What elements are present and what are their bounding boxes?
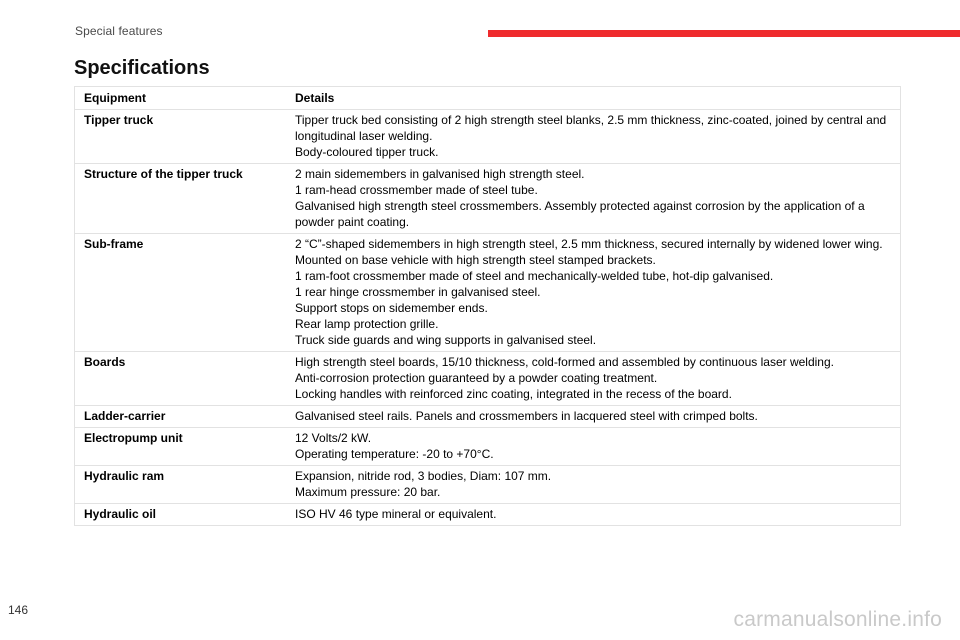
specifications-table (74, 86, 901, 526)
detail-line: Support stops on sidemember ends. (295, 301, 488, 315)
table-row (75, 466, 901, 504)
section-label: Special features (75, 24, 163, 38)
detail-line: Maximum pressure: 20 bar. (295, 485, 441, 499)
detail-line: Tipper truck bed consisting of 2 high strength steel blanks, 2.5 mm thickness, zinc-coated, joined by central and (295, 113, 887, 127)
detail-line: 2 “C”-shaped sidemembers in high strength steel, 2.5 mm thickness, secured internally by widened lower wing. (295, 237, 883, 251)
detail-line: Operating temperature: -20 to +70°C. (295, 447, 494, 461)
detail-line: 1 rear hinge crossmember in galvanised steel. (295, 285, 541, 299)
equipment-cell: Electropump unit (75, 428, 287, 466)
table-row (75, 110, 901, 164)
details-cell (286, 466, 901, 504)
detail-line: Locking handles with reinforced zinc coating, integrated in the recess of the board. (295, 387, 732, 401)
details-cell (286, 110, 901, 164)
details-cell (286, 406, 901, 428)
detail-line: longitudinal laser welding. (295, 129, 433, 143)
table-row (75, 164, 901, 234)
table-header-row (75, 87, 901, 110)
detail-line: 1 ram-foot crossmember made of steel and mechanically-welded tube, hot-dip galvanised. (295, 269, 774, 283)
detail-line: Galvanised steel rails. Panels and crossmembers in lacquered steel with crimped bolts. (295, 409, 758, 423)
table-row (75, 504, 901, 526)
detail-line: 12 Volts/2 kW. (295, 431, 372, 445)
column-header-equipment: Equipment (75, 87, 287, 110)
page-number: 146 (8, 603, 29, 617)
detail-line: 1 ram-head crossmember made of steel tube. (295, 183, 538, 197)
detail-line: Truck side guards and wing supports in galvanised steel. (295, 333, 597, 347)
table-row (75, 428, 901, 466)
equipment-cell: Boards (75, 352, 287, 406)
detail-line: High strength steel boards, 15/10 thickness, cold-formed and assembled by continuous laser welding. (295, 355, 834, 369)
equipment-cell: Hydraulic ram (75, 466, 287, 504)
detail-line: powder paint coating. (295, 215, 410, 229)
detail-line: Anti-corrosion protection guaranteed by a powder coating treatment. (295, 371, 658, 385)
equipment-cell: Tipper truck (75, 110, 287, 164)
detail-line: ISO HV 46 type mineral or equivalent. (295, 507, 497, 521)
detail-line: Galvanised high strength steel crossmembers. Assembly protected against corrosion by the application of a (295, 199, 865, 213)
detail-line: 2 main sidemembers in galvanised high strength steel. (295, 167, 585, 181)
details-cell (286, 504, 901, 526)
details-cell (286, 428, 901, 466)
detail-line: Mounted on base vehicle with high strength steel stamped brackets. (295, 253, 656, 267)
equipment-cell: Sub-frame (75, 234, 287, 352)
details-cell (286, 164, 901, 234)
equipment-cell: Ladder-carrier (75, 406, 287, 428)
table-row (75, 352, 901, 406)
detail-line: Expansion, nitride rod, 3 bodies, Diam: 107 mm. (295, 469, 552, 483)
table-row (75, 234, 901, 352)
details-cell (286, 234, 901, 352)
detail-line: Rear lamp protection grille. (295, 317, 439, 331)
table-row (75, 406, 901, 428)
equipment-cell: Structure of the tipper truck (75, 164, 287, 234)
equipment-cell: Hydraulic oil (75, 504, 287, 526)
page-title: Specifications (74, 57, 210, 79)
header-accent-bar (488, 30, 960, 37)
watermark: carmanualsonline.info (733, 608, 942, 631)
column-header-details: Details (286, 87, 901, 110)
details-cell (286, 352, 901, 406)
detail-line: Body-coloured tipper truck. (295, 145, 439, 159)
